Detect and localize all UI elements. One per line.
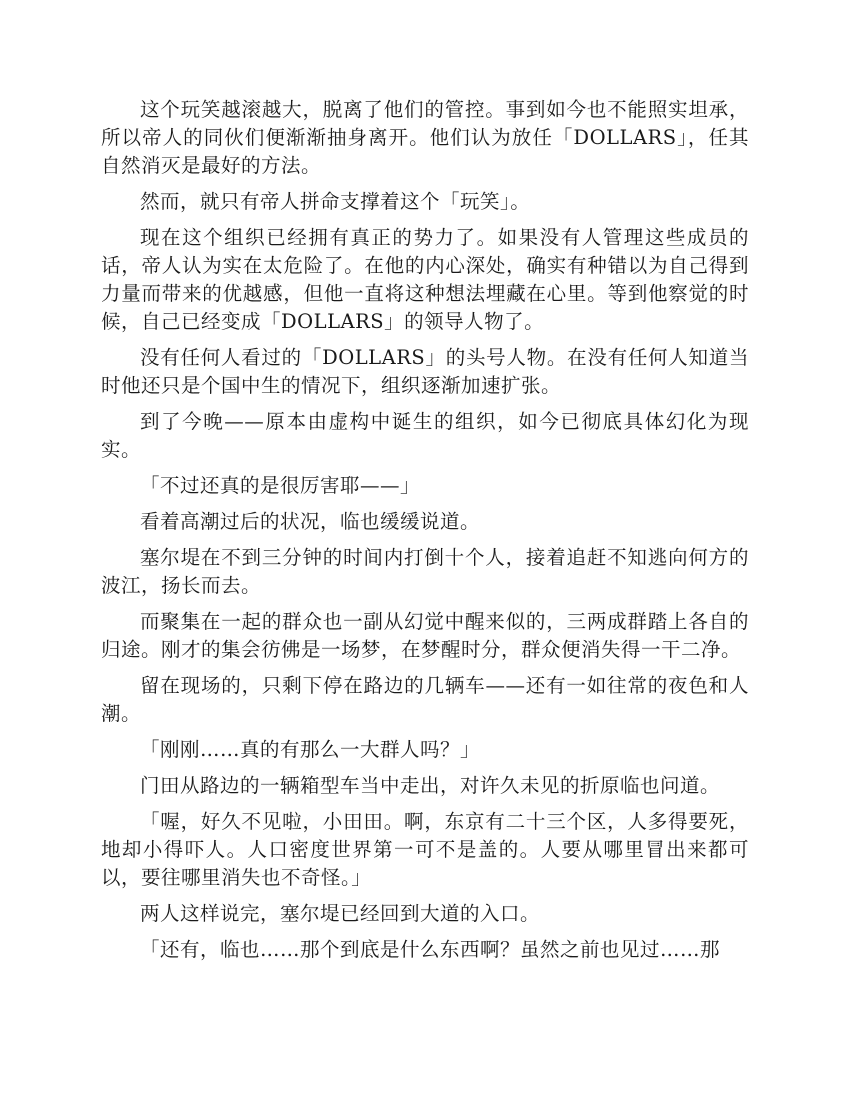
paragraph: 留在现场的，只剩下停在路边的几辆车——还有一如往常的夜色和人潮。 (101, 674, 749, 725)
paragraph: 看着高潮过后的状况，临也缓缓说道。 (140, 510, 481, 533)
paragraph: 两人这样说完，塞尔堤已经回到大道的入口。 (140, 902, 541, 925)
paragraph: 门田从路边的一辆箱型车当中走出，对许久未见的折原临也问道。 (140, 774, 721, 797)
paragraph: 「还有，临也……那个到底是什么东西啊？虽然之前也见过……那 (140, 938, 721, 961)
paragraph: 这个玩笑越滚越大，脱离了他们的管控。事到如今也不能照实坦承，所以帝人的同伙们便渐渐抽身离开。他们认为放任「DOLLARS」，任其自然消灭是最好的方法。 (101, 98, 749, 177)
paragraph: 而聚集在一起的群众也一副从幻觉中醒来似的，三两成群踏上各自的归途。刚才的集会彷佛是一场梦，在梦醒时分，群众便消失得一干二净。 (101, 610, 749, 661)
paragraph: 「不过还真的是很厉害耶——」 (140, 474, 421, 497)
paragraph: 到了今晚——原本由虚构中诞生的组织，如今已彻底具体幻化为现实。 (101, 410, 749, 461)
paragraph: 「刚刚……真的有那么一大群人吗？」 (140, 738, 481, 761)
document-page (101, 96, 749, 972)
paragraph: 然而，就只有帝人拼命支撑着这个「玩笑」。 (140, 190, 531, 213)
paragraph: 塞尔堤在不到三分钟的时间内打倒十个人，接着追赶不知逃向何方的波江，扬长而去。 (101, 546, 749, 597)
paragraph: 「喔，好久不见啦，小田田。啊，东京有二十三个区，人多得要死，地却小得吓人。人口密度世界第一可不是盖的。人要从哪里冒出来都可以，要往哪里消失也不奇怪。」 (101, 810, 749, 889)
paragraph: 没有任何人看过的「DOLLARS」的头号人物。在没有任何人知道当时他还只是个国中生的情况下，组织逐渐加速扩张。 (101, 346, 749, 397)
paragraph: 现在这个组织已经拥有真正的势力了。如果没有人管理这些成员的话，帝人认为实在太危险了。在他的内心深处，确实有种错以为自己得到力量而带来的优越感，但他一直将这种想法埋藏在心里。等到他察觉的时候，自己已经变成「DOLLARS」的领导人物了。 (101, 226, 749, 333)
